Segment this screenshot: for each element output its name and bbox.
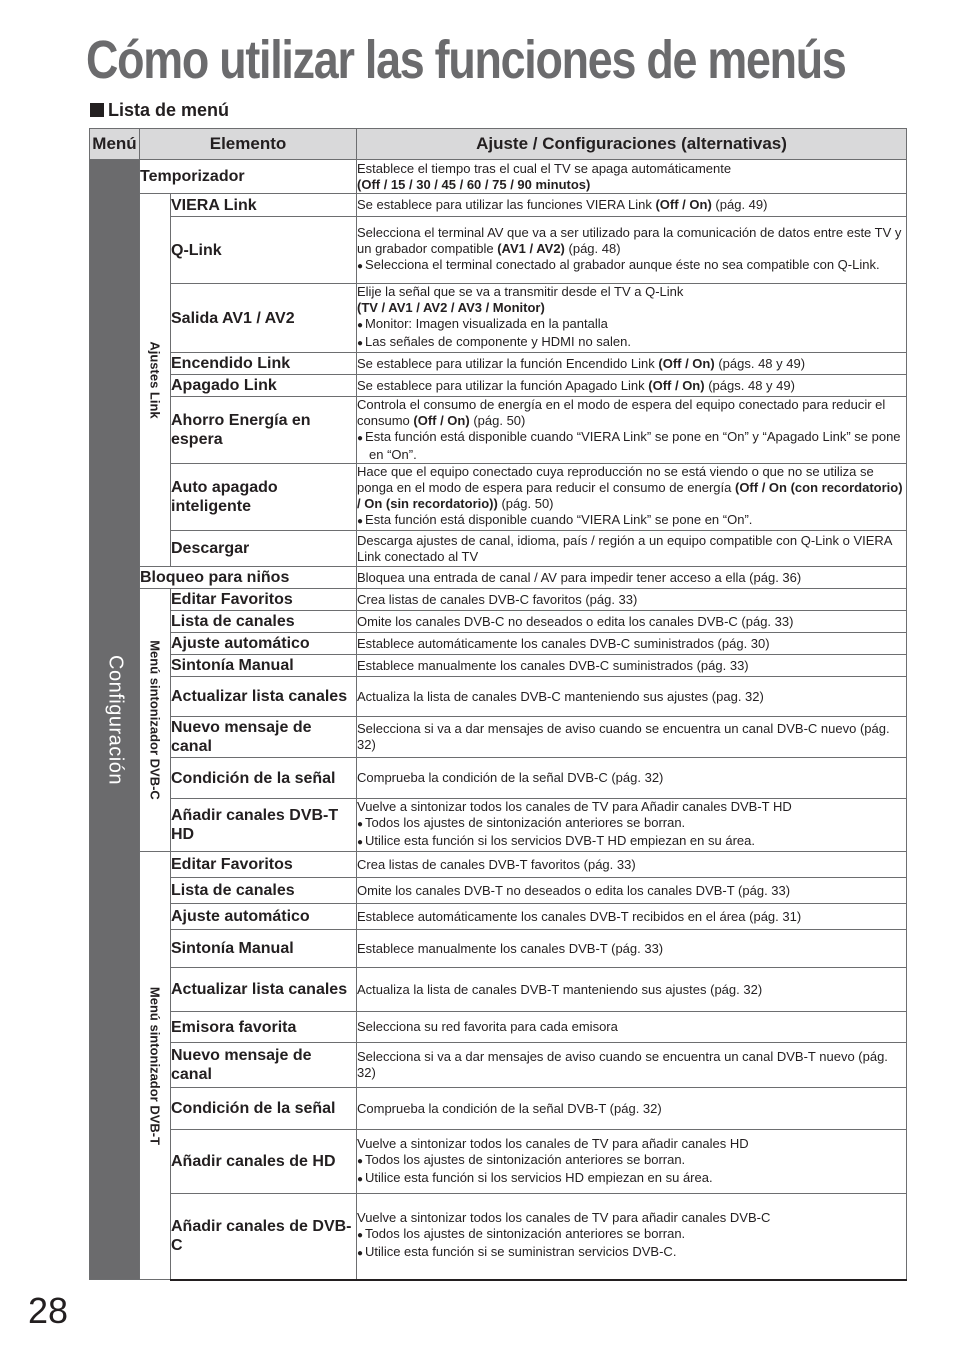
- menu-list-table: [89, 128, 907, 1281]
- table-row: [90, 397, 907, 464]
- table-row: [90, 758, 907, 799]
- table-row: [90, 633, 907, 655]
- table-row: [90, 353, 907, 375]
- table-row: [90, 968, 907, 1012]
- desc-cell: Establece el tiempo tras el cual el TV se apaga automáticamente (Off / 15 / 30 / 45 / 60 / 75 / 90 minutos): [357, 160, 907, 194]
- table-row: [90, 1043, 907, 1088]
- desc-cell: Se establece para utilizar la función Encendido Link (Off / On) (págs. 48 y 49): [357, 353, 907, 375]
- desc-cell: Selecciona si va a dar mensajes de aviso cuando se encuentra un canal DVB-C nuevo (pág. 32): [357, 717, 907, 758]
- item-cell: Añadir canales DVB-T HD: [171, 799, 357, 852]
- desc-cell: Actualiza la lista de canales DVB-C manteniendo sus ajustes (pag. 32): [357, 677, 907, 717]
- desc-cell: Vuelve a sintonizar todos los canales de TV para añadir canales DVB-C ● Todos los ajustes de sintonización anteriores se borran. ● Utilice esta función si se suministran servicios DVB-C.: [357, 1194, 907, 1280]
- item-cell: Bloqueo para niños: [140, 567, 357, 589]
- table-row: [90, 531, 907, 567]
- square-bullet-icon: [90, 103, 104, 117]
- item-cell: Actualizar lista canales: [171, 677, 357, 717]
- item-cell: Q-Link: [171, 217, 357, 284]
- section-heading-text: Lista de menú: [108, 100, 230, 120]
- desc-cell: Selecciona su red favorita para cada emisora: [357, 1012, 907, 1043]
- item-cell: Condición de la señal: [171, 1088, 357, 1130]
- desc-cell: Selecciona el terminal AV que va a ser utilizado para la comunicación de datos entre este TV y un grabador compatible (AV1 / AV2) (pág. 48) ● Selecciona el terminal conectado al grabador aunque éste no sea compatible con Q-Link.: [357, 217, 907, 284]
- group-dvb-t: Menú sintonizador DVB-T: [140, 852, 171, 1280]
- desc-cell: Establece automáticamente los canales DVB-C suministrados (pág. 30): [357, 633, 907, 655]
- table-row: [90, 1088, 907, 1130]
- desc-cell: Establece manualmente los canales DVB-C suministrados (pág. 33): [357, 655, 907, 677]
- item-cell: Añadir canales de HD: [171, 1130, 357, 1194]
- desc-cell: Crea listas de canales DVB-T favoritos (pág. 33): [357, 852, 907, 878]
- header-setting: Ajuste / Configuraciones (alternativas): [357, 129, 907, 160]
- desc-cell: Omite los canales DVB-C no deseados o edita los canales DVB-C (pág. 33): [357, 611, 907, 633]
- item-cell: Apagado Link: [171, 375, 357, 397]
- table-row: [90, 655, 907, 677]
- item-cell: Ajuste automático: [171, 904, 357, 930]
- table-row: [90, 904, 907, 930]
- desc-cell: Omite los canales DVB-T no deseados o edita los canales DVB-T (pág. 33): [357, 878, 907, 904]
- item-cell: VIERA Link: [171, 194, 357, 217]
- desc-cell: Establece manualmente los canales DVB-T (pág. 33): [357, 930, 907, 968]
- desc-cell: Establece automáticamente los canales DVB-T recibidos en el área (pág. 31): [357, 904, 907, 930]
- desc-cell: Controla el consumo de energía en el modo de espera del equipo conectado para reducir el consumo (Off / On) (pág. 50) ● Esta función está disponible cuando “VIERA Link” se pone en “On” y “Apagado Link” se pone en “On”.: [357, 397, 907, 464]
- desc-cell: Elije la señal que se va a transmitir desde el TV a Q-Link (TV / AV1 / AV2 / AV3 / Monitor) ● Monitor: Imagen visualizada en la pantalla ● Las señales de componente y HDMI no salen.: [357, 284, 907, 353]
- desc-cell: Comprueba la condición de la señal DVB-T (pág. 32): [357, 1088, 907, 1130]
- table-row: [90, 589, 907, 611]
- table-row: [90, 878, 907, 904]
- desc-cell: Comprueba la condición de la señal DVB-C (pág. 32): [357, 758, 907, 799]
- table-row: [90, 160, 907, 194]
- menu-label: Configuración: [104, 654, 126, 785]
- menu-column: [90, 160, 140, 1280]
- table-row: [90, 799, 907, 852]
- table-row: [90, 611, 907, 633]
- page-title: Cómo utilizar las funciones de menús: [86, 30, 846, 90]
- table-row: [90, 217, 907, 284]
- item-cell: Añadir canales de DVB-C: [171, 1194, 357, 1280]
- item-cell: Encendido Link: [171, 353, 357, 375]
- desc-cell: Crea listas de canales DVB-C favoritos (pág. 33): [357, 589, 907, 611]
- item-cell: Ajuste automático: [171, 633, 357, 655]
- item-cell: Sintonía Manual: [171, 930, 357, 968]
- table-row: [90, 930, 907, 968]
- desc-cell: Bloquea una entrada de canal / AV para impedir tener acceso a ella (pág. 36): [357, 567, 907, 589]
- table-row: [90, 852, 907, 878]
- item-cell: Condición de la señal: [171, 758, 357, 799]
- table-row: [90, 284, 907, 353]
- item-cell: Auto apagado inteligente: [171, 464, 357, 531]
- desc-cell: Descarga ajustes de canal, idioma, país / región a un equipo compatible con Q-Link o VIERA Link conectado al TV: [357, 531, 907, 567]
- table-row: [90, 464, 907, 531]
- item-cell: Descargar: [171, 531, 357, 567]
- item-cell: Lista de canales: [171, 878, 357, 904]
- table-row: [90, 567, 907, 589]
- item-cell: Nuevo mensaje de canal: [171, 1043, 357, 1088]
- page-number: 28: [28, 1290, 69, 1331]
- group-ajustes-link: Ajustes Link: [140, 194, 171, 567]
- table-row: [90, 375, 907, 397]
- desc-cell: Vuelve a sintonizar todos los canales de TV para Añadir canales DVB-T HD ● Todos los ajustes de sintonización anteriores se borran. ● Utilice esta función si los servicios DVB-T HD empiezan en su área.: [357, 799, 907, 852]
- item-cell: Editar Favoritos: [171, 589, 357, 611]
- item-cell: Lista de canales: [171, 611, 357, 633]
- header-item: Elemento: [140, 129, 357, 160]
- desc-cell: Se establece para utilizar las funciones VIERA Link (Off / On) (pág. 49): [357, 194, 907, 217]
- header-menu: Menú: [90, 129, 140, 160]
- item-cell: Temporizador: [140, 160, 357, 194]
- table-row: [90, 717, 907, 758]
- desc-cell: Actualiza la lista de canales DVB-T manteniendo sus ajustes (pág. 32): [357, 968, 907, 1012]
- item-cell: Ahorro Energía en espera: [171, 397, 357, 464]
- item-cell: Actualizar lista canales: [171, 968, 357, 1012]
- desc-cell: Se establece para utilizar la función Apagado Link (Off / On) (págs. 48 y 49): [357, 375, 907, 397]
- table-row: [90, 677, 907, 717]
- table-row: [90, 1130, 907, 1194]
- table-row: [90, 194, 907, 217]
- item-cell: Editar Favoritos: [171, 852, 357, 878]
- desc-cell: Vuelve a sintonizar todos los canales de TV para añadir canales HD ● Todos los ajustes de sintonización anteriores se borran. ● Utilice esta función si los servicios HD empiezan en su área.: [357, 1130, 907, 1194]
- item-cell: Salida AV1 / AV2: [171, 284, 357, 353]
- item-cell: Nuevo mensaje de canal: [171, 717, 357, 758]
- table-header-row: [90, 129, 907, 160]
- table-row: [90, 1012, 907, 1043]
- section-heading: [90, 100, 229, 121]
- desc-cell: Hace que el equipo conectado cuya reproducción no se está viendo o que no se utiliza se ponga en el modo de espera para reducir el consumo de energía (Off / On (con recordatorio) / On (sin recordatorio)) (pág. 50) ● Esta función está disponible cuando “VIERA Link” se pone en “On”.: [357, 464, 907, 531]
- item-cell: Emisora favorita: [171, 1012, 357, 1043]
- table-row: [90, 1194, 907, 1280]
- item-cell: Sintonía Manual: [171, 655, 357, 677]
- group-dvb-c: Menú sintonizador DVB-C: [140, 589, 171, 852]
- desc-cell: Selecciona si va a dar mensajes de aviso cuando se encuentra un canal DVB-T nuevo (pág. 32): [357, 1043, 907, 1088]
